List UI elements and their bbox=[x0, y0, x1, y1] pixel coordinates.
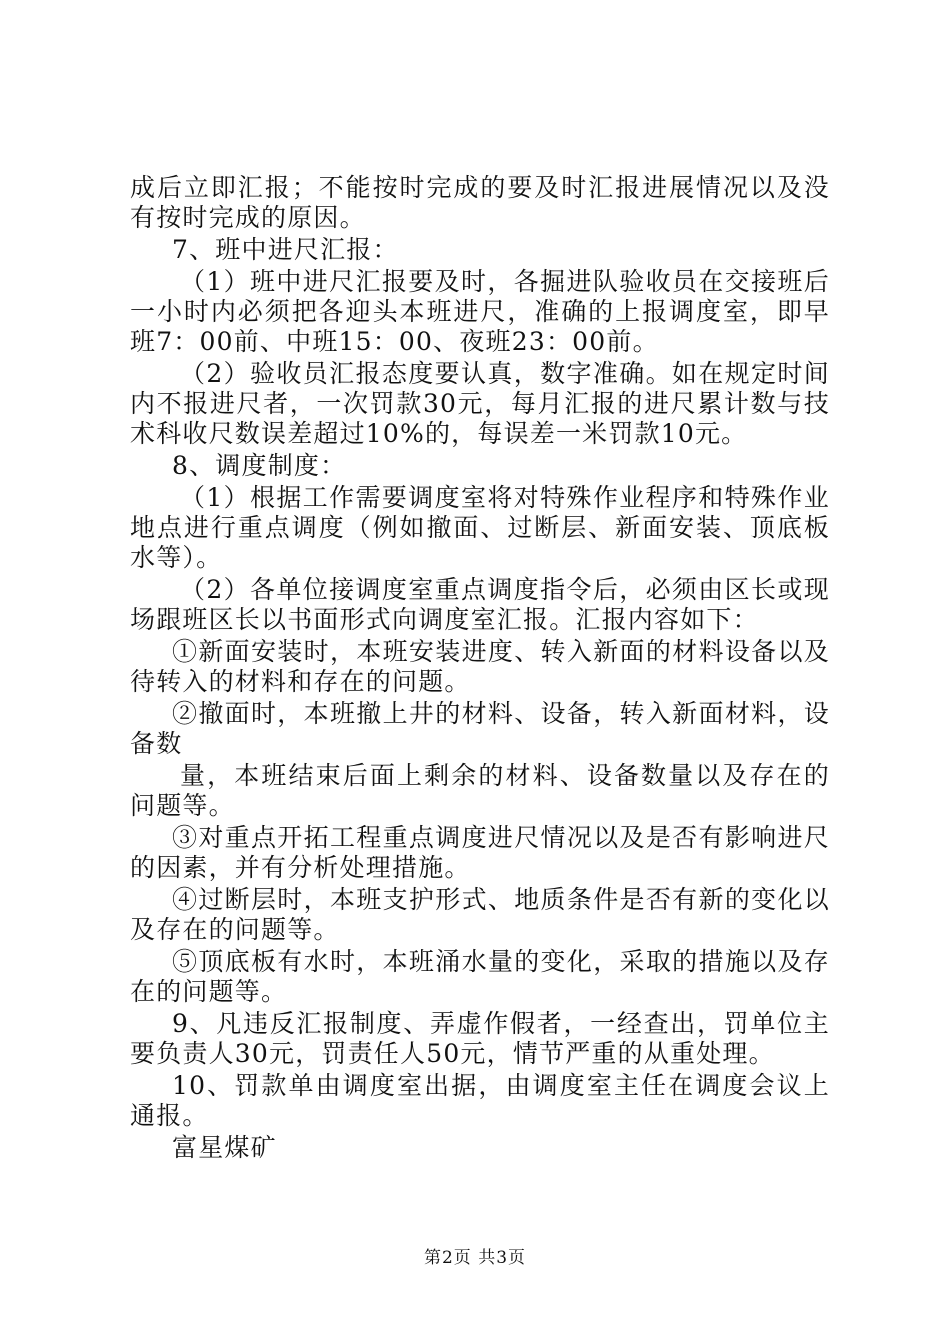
signature-text: 富星煤矿 bbox=[172, 1133, 277, 1162]
list-item: ④过断层时，本班支护形式、地质条件是否有新的变化以及存在的问题等。 bbox=[130, 885, 830, 944]
document-body bbox=[130, 173, 830, 1165]
paragraph: （1）班中进尺汇报要及时，各掘进队验收员在交接班后一小时内必须把各迎头本班进尺，准确的上报调度室，即早班7：00前、中班15：00、夜班23：00前。 bbox=[130, 267, 830, 356]
page-footer: 第2页 共3页 bbox=[423, 1248, 527, 1268]
paragraph: （2）验收员汇报态度要认真，数字准确。如在规定时间内不报进尺者，一次罚款30元，每月汇报的进尺累计数与技术科收尺数误差超过10%的，每误差一米罚款10元。 bbox=[130, 359, 830, 448]
paragraph: 9、凡违反汇报制度、弄虚作假者，一经查出，罚单位主要负责人30元，罚责任人50元，情节严重的从重处理。 bbox=[130, 1009, 830, 1068]
section-heading: 8、调度制度： bbox=[172, 451, 347, 480]
paragraph: 成后立即汇报；不能按时完成的要及时汇报进展情况以及没有按时完成的原因。 bbox=[130, 173, 830, 232]
section-heading: 7、班中进尺汇报： bbox=[172, 235, 399, 264]
list-item: ③对重点开拓工程重点调度进尺情况以及是否有影响进尺的因素，并有分析处理措施。 bbox=[130, 823, 830, 882]
list-item: ⑤顶底板有水时，本班涌水量的变化，采取的措施以及存在的问题等。 bbox=[130, 947, 830, 1006]
paragraph: （1）根据工作需要调度室将对特殊作业程序和特殊作业地点进行重点调度（例如撤面、过断层、新面安装、顶底板水等）。 bbox=[130, 483, 830, 572]
list-item: ①新面安装时，本班安装进度、转入新面的材料设备以及待转入的材料和存在的问题。 bbox=[130, 637, 830, 696]
list-item-continuation: 量，本班结束后面上剩余的材料、设备数量以及存在的问题等。 bbox=[130, 761, 830, 820]
paragraph: （2）各单位接调度室重点调度指令后，必须由区长或现场跟班区长以书面形式向调度室汇报。汇报内容如下： bbox=[130, 575, 830, 634]
paragraph: 10、罚款单由调度室出据，由调度室主任在调度会议上通报。 bbox=[130, 1071, 830, 1130]
list-item: ②撤面时，本班撤上井的材料、设备，转入新面材料，设备数 bbox=[130, 699, 830, 758]
